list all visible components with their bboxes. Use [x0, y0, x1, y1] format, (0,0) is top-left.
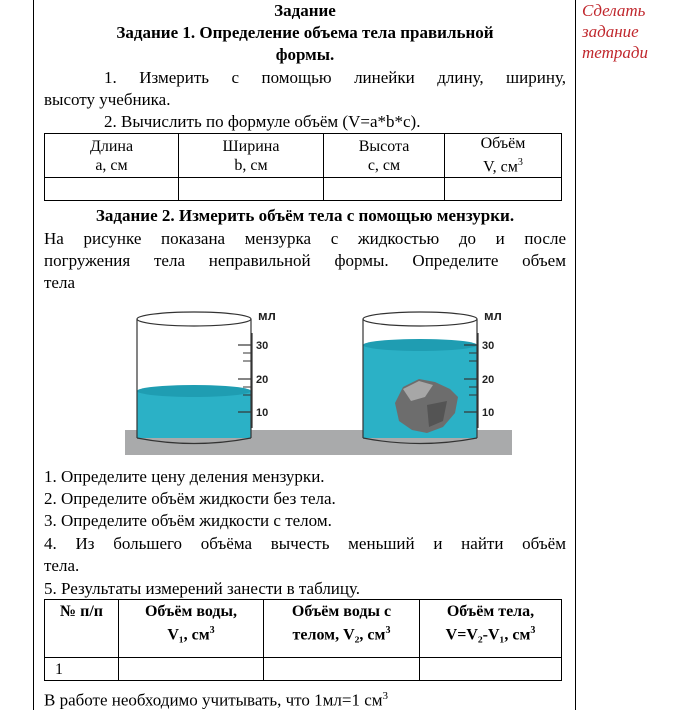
table-cell[interactable] — [324, 178, 445, 201]
task2-step: 1. Определите цену деления мензурки. — [44, 467, 325, 486]
header-cell: Объём воды, V₁, $см^3$ — [119, 600, 264, 658]
table-cell[interactable] — [45, 178, 179, 201]
header-cell: Объём тела, V=V₂-V₁, $см^3$ — [420, 600, 562, 658]
task1-step1: 1. Измерить с помощью линейки длину, ширину, — [104, 68, 566, 87]
task2-step5: 5. Результаты измерений занести в таблицу. — [44, 579, 361, 598]
task2-step4-cont: тела. — [44, 556, 80, 575]
right-tick-label: 20 — [482, 374, 495, 386]
header-cell: Высота c, см — [324, 134, 445, 178]
table-cell[interactable]: 1 — [45, 658, 119, 681]
task2-step: 2. Определите объём жидкости без тела. — [44, 489, 336, 508]
beakers-figure — [125, 293, 512, 459]
left-unit-label: мл — [258, 308, 276, 323]
left-water — [137, 391, 251, 438]
side-note — [582, 0, 672, 63]
table-header-row — [45, 134, 562, 178]
task1-heading: Задание 1. Определение объема тела правильной — [116, 23, 494, 42]
task2-heading: Задание 2. Измерить объём тела с помощью мензурки. — [95, 206, 515, 225]
task1-step1-cont: высоту учебника. — [44, 90, 171, 109]
table-row — [45, 658, 562, 681]
header-cell: Длина a, см — [45, 134, 179, 178]
results-table — [44, 599, 562, 681]
left-tick-label: 20 — [256, 374, 269, 386]
table-cell[interactable] — [445, 178, 562, 201]
header-cell: № п/п — [45, 600, 119, 658]
left-water-surface — [137, 385, 251, 397]
task1-heading-cont: формы. — [275, 45, 335, 64]
page-right-border — [575, 0, 576, 710]
task2-desc: На рисунке показана мензурка с жидкостью до и после — [44, 229, 566, 248]
table-row — [45, 178, 562, 201]
header-cell: Объём воды с телом, V₂, $см^3$ — [264, 600, 420, 658]
task2-desc-cont: погружения тела неправильной формы. Определите объем — [44, 251, 566, 270]
left-tick-label: 10 — [256, 407, 269, 419]
table-cell[interactable] — [264, 658, 420, 681]
left-tick-label: 30 — [256, 340, 269, 352]
right-tick-label: 10 — [482, 407, 495, 419]
side-note-line: задание — [582, 22, 639, 41]
right-unit-label: мл — [484, 308, 502, 323]
right-tick-label: 30 — [482, 340, 495, 352]
side-note-line: Сделать — [582, 1, 646, 20]
side-note-line: тетради — [582, 43, 648, 62]
footer-note: В работе необходимо учитывать, что 1мл=1 $см^3$ — [44, 690, 389, 710]
table-cell[interactable] — [119, 658, 264, 681]
page-left-border — [33, 0, 34, 710]
right-water-surface — [363, 339, 477, 351]
table-header-row — [45, 600, 562, 658]
header-cell: Ширина b, см — [179, 134, 324, 178]
task1-step2: 2. Вычислить по формуле объём (V=a*b*c). — [104, 112, 421, 131]
task2-desc-end: тела — [44, 273, 76, 292]
task2-step: 3. Определите объём жидкости с телом. — [44, 511, 332, 530]
dimensions-table — [44, 133, 562, 201]
page-title: Задание — [274, 1, 336, 20]
table-cell[interactable] — [179, 178, 324, 201]
task2-step4: 4. Из большего объёма вычесть меньший и найти объём — [44, 534, 566, 553]
table-cell[interactable] — [420, 658, 562, 681]
header-cell: Объём V, $см^3$ — [445, 134, 562, 178]
